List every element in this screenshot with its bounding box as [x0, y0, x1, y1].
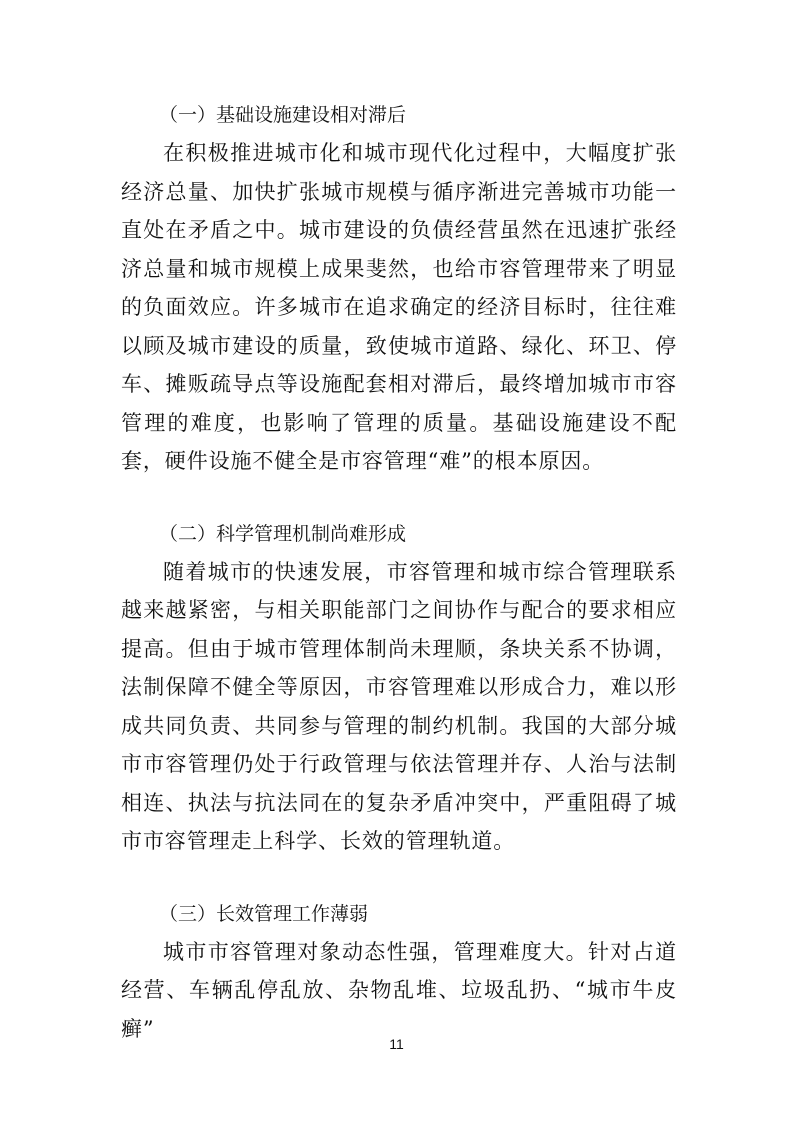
section-1	[121, 96, 677, 481]
section-heading-1: （一）基础设施建设相对滞后	[159, 104, 407, 126]
section-3	[121, 895, 677, 1049]
section-paragraph-2: 随着城市的快速发展，市容管理和城市综合管理联系越来越紧密，与相关职能部门之间协作与配合的要求相应提高。但由于城市管理体制尚未理顺，条块关系不协调，法制保障不健全等原因，市容管理难以形成合力，难以形成共同负责、共同参与管理的制约机制。我国的大部分城市市容管理仍处于行政管理与依法管理并存、人治与法制相连、执法与抗法同在的复杂矛盾冲突中，严重阻碍了城市市容管理走上科学、长效的管理轨道。	[121, 559, 677, 853]
section-paragraph-3: 城市市容管理对象动态性强，管理难度大。针对占道经营、车辆乱停乱放、杂物乱堆、垃圾乱扔、“城市牛皮癣”	[121, 939, 677, 1041]
section-gap	[121, 481, 677, 515]
section-gap	[121, 861, 677, 895]
section-heading-2: （二）科学管理机制尚难形成	[159, 522, 407, 545]
section-2	[121, 515, 677, 861]
document-body	[121, 96, 677, 1048]
page-number: 11	[389, 1036, 404, 1052]
section-heading-3: （三）长效管理工作薄弱	[159, 902, 369, 925]
section-paragraph-1: 在积极推进城市化和城市现代化过程中，大幅度扩张经济总量、加快扩张城市规模与循序渐进完善城市功能一直处在矛盾之中。城市建设的负债经营虽然在迅速扩张经济总量和城市规模上成果斐然，也给市容管理带来了明显的负面效应。许多城市在追求确定的经济目标时，往往难以顾及城市建设的质量，致使城市道路、绿化、环卫、停车、摊贩疏导点等设施配套相对滞后，最终增加城市市容管理的难度，也影响了管理的质量。基础设施建设不配套，硬件设施不健全是市容管理“难”的根本原因。	[121, 141, 677, 473]
